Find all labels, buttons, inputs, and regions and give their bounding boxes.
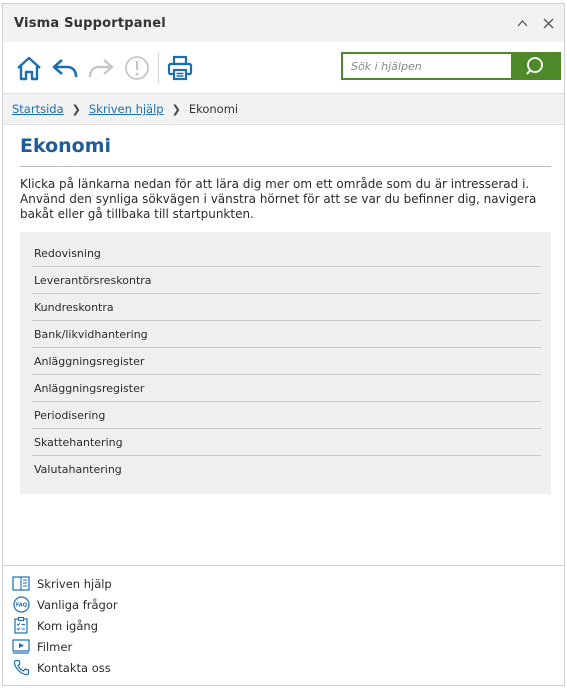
topic-link[interactable]: Anläggningsregister bbox=[32, 375, 541, 402]
footer-videos-label: Filmer bbox=[37, 639, 73, 654]
topic-link[interactable]: Anläggningsregister bbox=[32, 348, 541, 375]
footer-getting-started-label: Kom igång bbox=[37, 618, 98, 633]
book-icon bbox=[11, 576, 31, 592]
footer-written-help[interactable] bbox=[11, 573, 564, 594]
window-title: Visma Supportpanel bbox=[14, 15, 166, 31]
topic-link[interactable]: Redovisning bbox=[32, 240, 541, 267]
breadcrumb-home-link[interactable]: Startsida bbox=[12, 102, 64, 116]
topic-link[interactable]: Valutahantering bbox=[34, 463, 122, 476]
intro-text: Klicka på länkarna nedan för att lära dig mer om ett område som du är intresserad i. Använd den synliga sökvägen i vänstra hörnet för att se var du befinner dig, navigera bakåt eller gå tillbaka till startpunkten. bbox=[20, 177, 537, 221]
topic-link[interactable]: Bank/likvidhantering bbox=[32, 321, 541, 348]
topic-link[interactable]: Periodisering bbox=[32, 402, 541, 429]
svg-text:FAQ: FAQ bbox=[15, 602, 27, 609]
topic-link[interactable]: Kundreskontra bbox=[32, 294, 541, 321]
footer-videos[interactable] bbox=[11, 636, 564, 657]
toolbar-separator bbox=[158, 53, 159, 83]
footer-contact[interactable] bbox=[11, 657, 564, 678]
home-button[interactable] bbox=[14, 53, 44, 83]
topic-link[interactable]: Skattehantering bbox=[32, 429, 541, 456]
faq-icon bbox=[11, 597, 31, 613]
search-input[interactable] bbox=[343, 54, 511, 78]
toolbar bbox=[3, 42, 564, 93]
printer-icon bbox=[166, 55, 194, 81]
breadcrumb bbox=[3, 93, 564, 125]
exclamation-icon bbox=[124, 55, 150, 81]
footer-nav bbox=[3, 565, 564, 686]
print-button[interactable] bbox=[165, 53, 195, 83]
forward-button[interactable] bbox=[86, 53, 116, 83]
main-content bbox=[3, 125, 564, 494]
back-button[interactable] bbox=[50, 53, 80, 83]
page-title: Ekonomi bbox=[20, 125, 551, 167]
breadcrumb-chevron-icon: ❯ bbox=[71, 102, 81, 116]
close-icon[interactable] bbox=[542, 17, 554, 29]
footer-contact-label: Kontakta oss bbox=[37, 660, 111, 675]
search-button[interactable] bbox=[511, 54, 559, 78]
home-icon bbox=[15, 55, 43, 81]
phone-icon bbox=[11, 660, 31, 676]
title-bar bbox=[3, 4, 564, 42]
breadcrumb-chevron-icon: ❯ bbox=[171, 102, 181, 116]
forward-arrow-icon bbox=[87, 56, 115, 80]
topic-list bbox=[20, 232, 551, 494]
report-button[interactable] bbox=[122, 53, 152, 83]
video-icon bbox=[11, 639, 31, 655]
footer-written-help-label: Skriven hjälp bbox=[37, 576, 112, 591]
footer-faq-label: Vanliga frågor bbox=[37, 597, 118, 612]
topic-link[interactable]: Leverantörsreskontra bbox=[32, 267, 541, 294]
back-arrow-icon bbox=[51, 56, 79, 80]
footer-getting-started[interactable] bbox=[11, 615, 564, 636]
checklist-icon bbox=[11, 618, 31, 634]
search-box bbox=[341, 52, 561, 80]
collapse-icon[interactable] bbox=[516, 17, 528, 29]
footer-faq[interactable] bbox=[11, 594, 564, 615]
support-panel bbox=[2, 3, 565, 686]
breadcrumb-written-help-link[interactable]: Skriven hjälp bbox=[88, 102, 164, 116]
search-icon bbox=[525, 56, 545, 76]
breadcrumb-current: Ekonomi bbox=[188, 102, 239, 116]
